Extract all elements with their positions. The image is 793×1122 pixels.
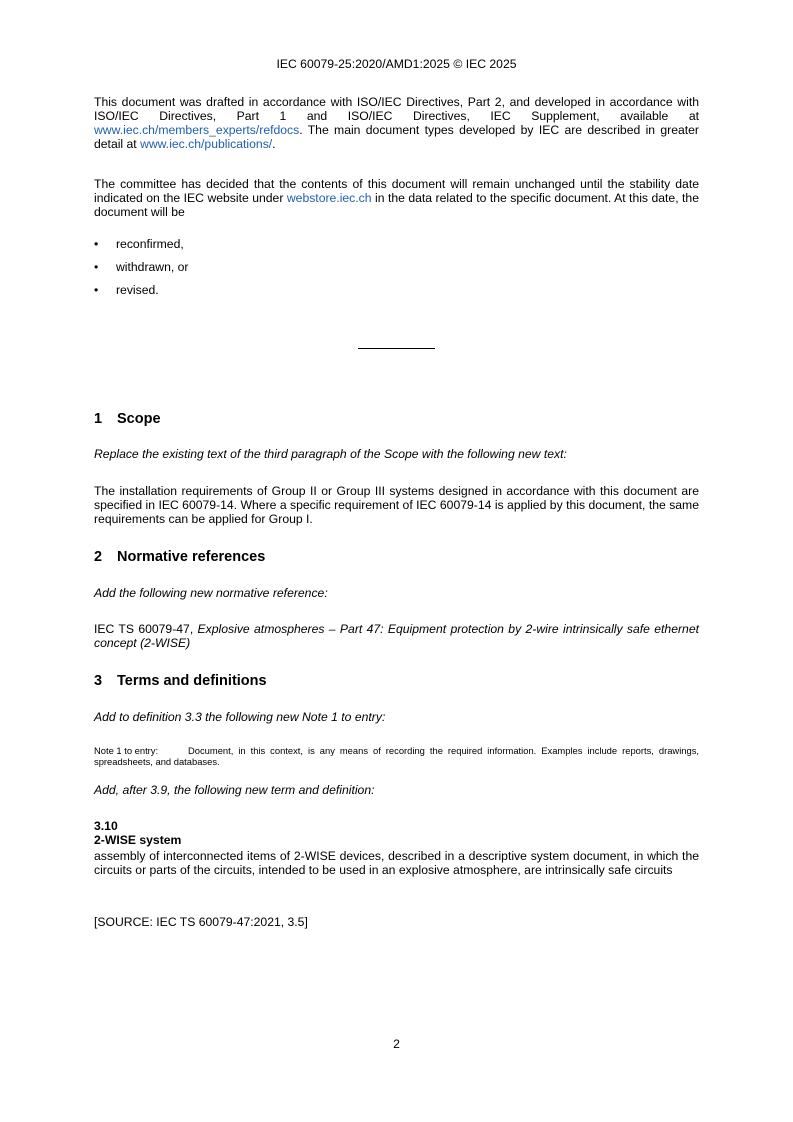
- intro-paragraph-2: [94, 177, 699, 219]
- list-item: [94, 260, 699, 283]
- status-bullet-list: [94, 237, 699, 306]
- section-title: Normative references: [117, 549, 266, 565]
- intro-text-1a: This document was drafted in accordance with ISO/IEC Directives, Part 2, and developed in accordance with ISO/IEC Directives, Part 1 and ISO/IEC Directives, IEC Supplement, available at: [94, 95, 699, 123]
- normative-reference: [94, 622, 699, 650]
- bullet-marker: •: [94, 260, 99, 274]
- section-2-heading: [94, 549, 699, 565]
- refdocs-link[interactable]: www.iec.ch/members_experts/refdocs: [94, 123, 300, 137]
- section-1-instruction: Replace the existing text of the third paragraph of the Scope with the following new text:: [94, 447, 567, 461]
- note-text: Document, in this context, is any means of recording the required information. Examples include reports, drawings, spreadsheets, and databases.: [94, 745, 699, 767]
- intro-paragraph-1: [94, 95, 699, 151]
- list-item-text: reconfirmed,: [116, 237, 184, 251]
- section-title: Scope: [117, 411, 161, 427]
- separator-line: [358, 348, 435, 349]
- section-1-body: The installation requirements of Group II or Group III systems designed in accordance with this document are specified in IEC 60079-14. Where a specific requirement of IEC 60079-14 is applied by this document, the same requirements can be applied for Group I.: [94, 484, 699, 526]
- section-number: 2: [94, 549, 103, 565]
- term-number: 3.10: [94, 819, 118, 833]
- reference-title: Explosive atmospheres – Part 47: Equipment protection by 2-wire intrinsically safe ethernet concept (2-WISE): [94, 622, 699, 650]
- section-3-instruction-2: Add, after 3.9, the following new term and definition:: [94, 783, 375, 797]
- running-header: IEC 60079-25:2020/AMD1:2025 © IEC 2025: [276, 57, 517, 71]
- section-1-heading: [94, 411, 699, 427]
- list-item: [94, 283, 699, 306]
- section-number: 3: [94, 673, 103, 689]
- intro-text-1b: . The main document types developed by IEC are described in greater detail at: [94, 123, 699, 151]
- section-3-heading: [94, 673, 699, 689]
- section-title: Terms and definitions: [117, 673, 267, 689]
- intro-text-1c: .: [272, 137, 276, 151]
- section-2-instruction: Add the following new normative reference:: [94, 586, 328, 600]
- term-name: 2-WISE system: [94, 833, 182, 847]
- webstore-link[interactable]: webstore.iec.ch: [286, 191, 372, 205]
- list-item-text: revised.: [116, 283, 159, 297]
- definition-source: [SOURCE: IEC TS 60079-47:2021, 3.5]: [94, 915, 308, 929]
- term-definition: assembly of interconnected items of 2-WISE devices, described in a descriptive system document, in which the circuits or parts of the circuits, intended to be used in an explosive atmosphere, are intrinsically safe circuits: [94, 849, 699, 877]
- intro-text-2a: The committee has decided that the contents of this document will remain unchanged until the stability date indicated on the IEC website under: [94, 177, 699, 205]
- note-to-entry: [94, 745, 699, 767]
- bullet-marker: •: [94, 283, 99, 297]
- note-label: Note 1 to entry:: [94, 745, 159, 756]
- list-item: [94, 237, 699, 260]
- section-number: 1: [94, 411, 103, 427]
- bullet-marker: •: [94, 237, 99, 251]
- intro-text-2b: in the data related to the specific document. At this date, the document will be: [94, 191, 699, 219]
- list-item-text: withdrawn, or: [116, 260, 189, 274]
- publications-link[interactable]: www.iec.ch/publications/: [140, 137, 273, 151]
- section-3-instruction-1: Add to definition 3.3 the following new Note 1 to entry:: [94, 710, 386, 724]
- reference-id: IEC TS 60079-47,: [94, 622, 198, 636]
- page-number: 2: [393, 1037, 400, 1051]
